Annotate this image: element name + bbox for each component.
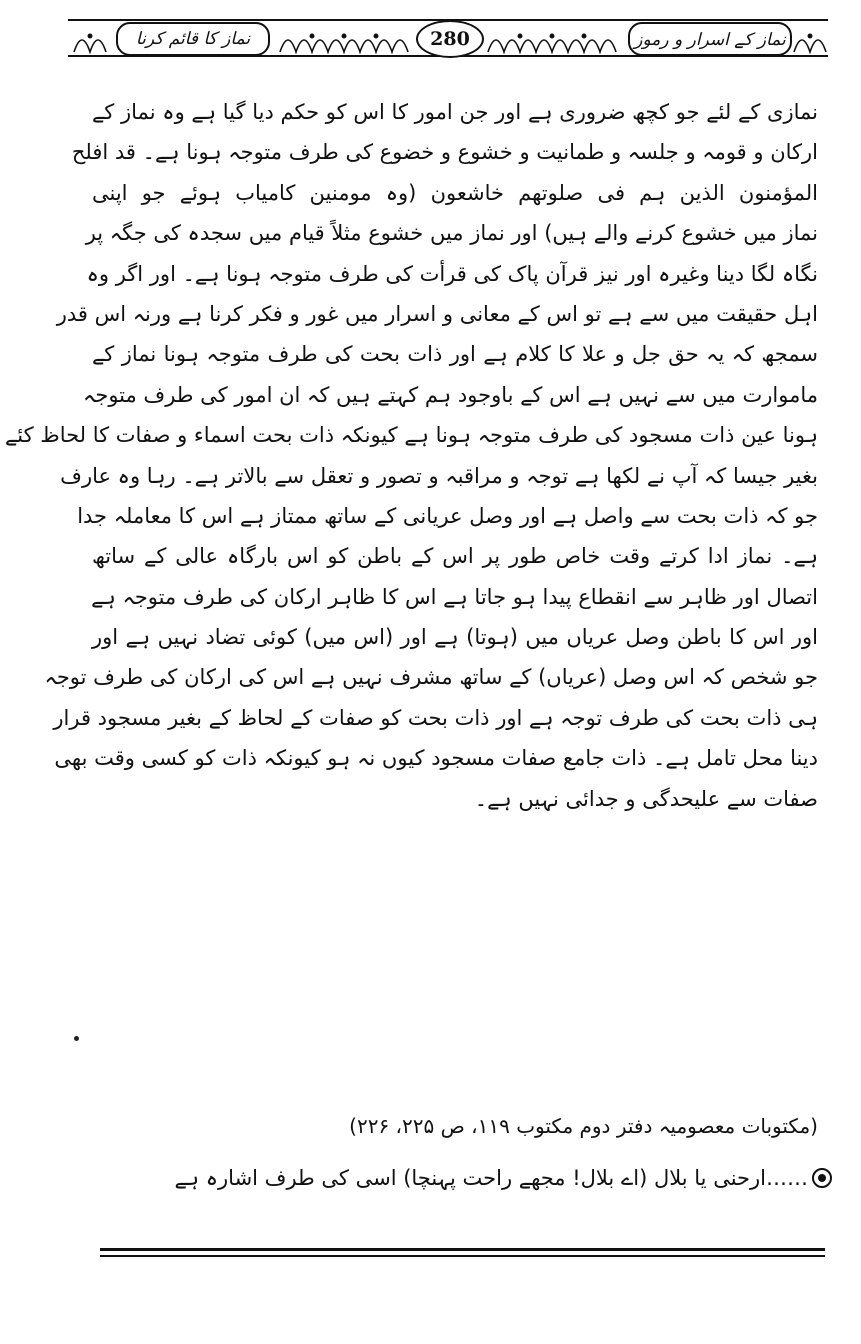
text-line: صفات سے علیحدگی و جدائی نہیں ہے۔ bbox=[474, 786, 818, 811]
text-line: اتصال اور ظاہر سے انقطاع پیدا ہو جاتا ہے اس کا ظاہر ارکان کی طرف متوجہ ہے bbox=[91, 584, 818, 609]
margin-dot bbox=[74, 1036, 79, 1041]
source-reference: (مکتوبات معصومیہ دفتر دوم مکتوب ۱۱۹، ص ۲۲۵، ۲۲۶) bbox=[349, 1114, 818, 1138]
text-line: بغیر جیسا کہ آپ نے لکھا ہے توجہ و مراقبہ و تصور و تعقل سے بالاتر ہے۔ رہا وہ عارف bbox=[60, 463, 818, 488]
footer-rule bbox=[100, 1255, 825, 1257]
text-line: ماموارت میں سے نہیں ہے اس کے باوجود ہم کہتے ہیں کہ ان امور کی طرف متوجہ bbox=[83, 382, 818, 407]
text-line: ارکان و قومہ و جلسہ و طمانیت و خشوع و خضوع کی طرف متوجہ ہونا ہے۔ قد افلح bbox=[71, 140, 818, 165]
text-line: نماز میں خشوع کرنے والے ہیں) اور نماز میں خشوع مثلاً قیام میں سجدہ کی جگہ پر bbox=[85, 221, 818, 246]
page-number: 280 bbox=[416, 20, 484, 58]
text-line: نگاہ لگا دینا وغیرہ اور نیز قرآن پاک کی قرأت کی طرف متوجہ ہونا ہے۔ اور اگر وہ bbox=[86, 261, 818, 286]
text-line: ہی ذات بحت کی طرف توجہ ہے اور ذات بحت کو صفات کے لحاظ کے بغیر مسجود قرار bbox=[53, 705, 818, 730]
body-text bbox=[4, 92, 818, 819]
text-line: جو کہ ذات بحت سے واصل ہے اور وصل عریانی کے ساتھ ممتاز ہے اس کا معاملہ جدا bbox=[77, 503, 818, 528]
text-line: ہونا عین ذات مسجود کی طرف متوجہ ہونا ہے کیونکہ ذات بحت اسماء و صفات کا لحاظ کئے bbox=[4, 423, 818, 448]
text-line: اہل حقیقت میں سے ہے تو اس کے معانی و اسرار میں غور و فکر کرنا ہے ورنہ اس قدر bbox=[56, 301, 818, 326]
chapter-title: نماز کا قائم کرنا bbox=[116, 22, 270, 56]
text-line: نمازی کے لئے جو کچھ ضروری ہے اور جن امور کا اس کو حکم دیا گیا ہے وہ نماز کے bbox=[92, 100, 818, 124]
text-line: سمجھ کہ یہ حق جل و علا کا کلام ہے اور ذات بحت کی طرف متوجہ ہونا نماز کے bbox=[92, 342, 818, 367]
footnote bbox=[92, 1166, 832, 1190]
bullet-icon bbox=[812, 1168, 832, 1188]
text-line: ہے۔ نماز ادا کرتے وقت خاص طور پر اس کے باطن کو اس بارگاہ عالی کے ساتھ bbox=[92, 544, 818, 569]
text-line: دینا محل تامل ہے۔ ذات جامع صفات مسجود کیوں نہ ہو کیونکہ ذات کو کسی وقت بھی bbox=[54, 746, 818, 771]
footnote-text: ……ارحنی یا بلال (اے بلال! مجھے راحت پہنچا) اسی کی طرف اشارہ ہے bbox=[174, 1166, 808, 1190]
footer-rule bbox=[100, 1248, 825, 1251]
text-line: اور اس کا باطن وصل عریاں میں (ہوتا) ہے اور (اس میں) کوئی تضاد نہیں ہے اور bbox=[92, 625, 818, 650]
book-title: نماز کے اسرار و رموز bbox=[628, 22, 792, 56]
text-line: جو شخص کہ اس وصل (عریاں) کے ساتھ مشرف نہیں ہے اس کی ارکان کی طرف توجہ bbox=[44, 665, 818, 690]
text-line: المؤمنون الذین ہم فی صلوتھم خاشعون (وہ مومنین کامیاب ہوئے جو اپنی bbox=[92, 180, 818, 205]
page-header bbox=[68, 14, 828, 62]
